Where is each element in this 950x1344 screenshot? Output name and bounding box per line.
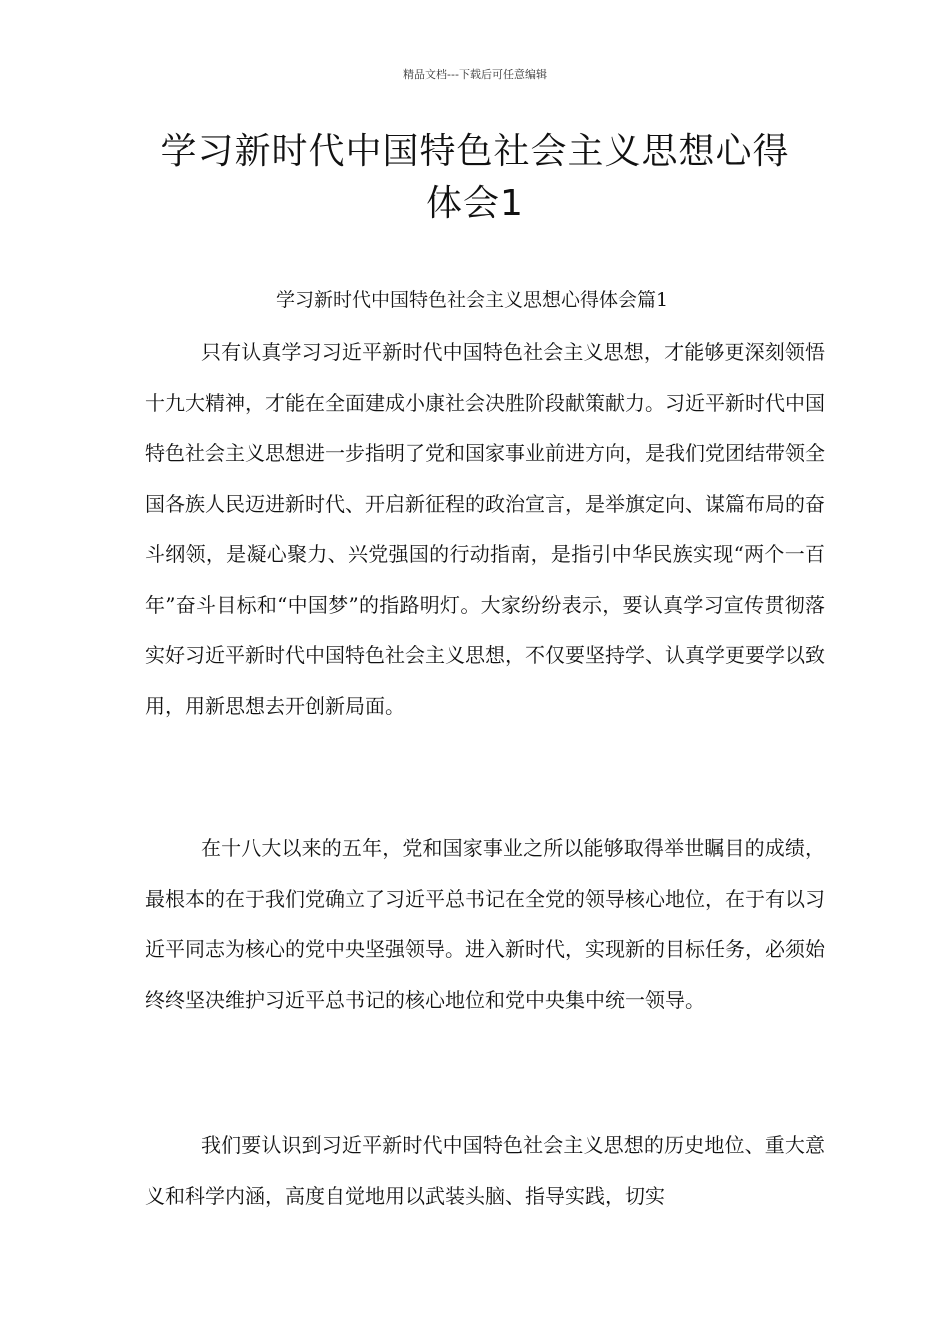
document-subtitle: 学习新时代中国特色社会主义思想心得体会篇1 [276,289,669,311]
header-note: 精品文档---下载后可任意编辑 [403,68,547,81]
title-line-2: 体会1 [426,183,524,224]
paragraph-1: 只有认真学习习近平新时代中国特色社会主义思想，才能够更深刻领悟十九大精神，才能在全面建成小康社会决胜阶段献策献力。习近平新时代中国特色社会主义思想进一步指明了党和国家事业前进方向，是我们党团结带领全国各族人民迈进新时代、开启新征程的政治宣言，是举旗定向、谋篇布局的奋斗纲领，是凝心聚力、兴党强国的行动指南，是指引中华民族实现“两个一百年”奋斗目标和“中国梦”的指路明灯。大家纷纷表示，要认真学习宣传贯彻落实好习近平新时代中国特色社会主义思想，不仅要坚持学、认真学更要学以致用，用新思想去开创新局面。 [145,340,825,718]
paragraph-2: 在十八大以来的五年，党和国家事业之所以能够取得举世瞩目的成绩，最根本的在于我们党确立了习近平总书记在全党的领导核心地位，在于有以习近平同志为核心的党中央坚强领导。进入新时代，实现新的目标任务，必须始终终坚决维护习近平总书记的核心地位和党中央集中统一领导。 [145,836,825,1012]
document-title [100,126,850,230]
paragraph-3: 我们要认识到习近平新时代中国特色社会主义思想的历史地位、重大意义和科学内涵，高度自觉地用以武装头脑、指导实践，切实 [145,1133,825,1208]
title-line-1: 学习新时代中国特色社会主义思想心得 [160,131,790,172]
